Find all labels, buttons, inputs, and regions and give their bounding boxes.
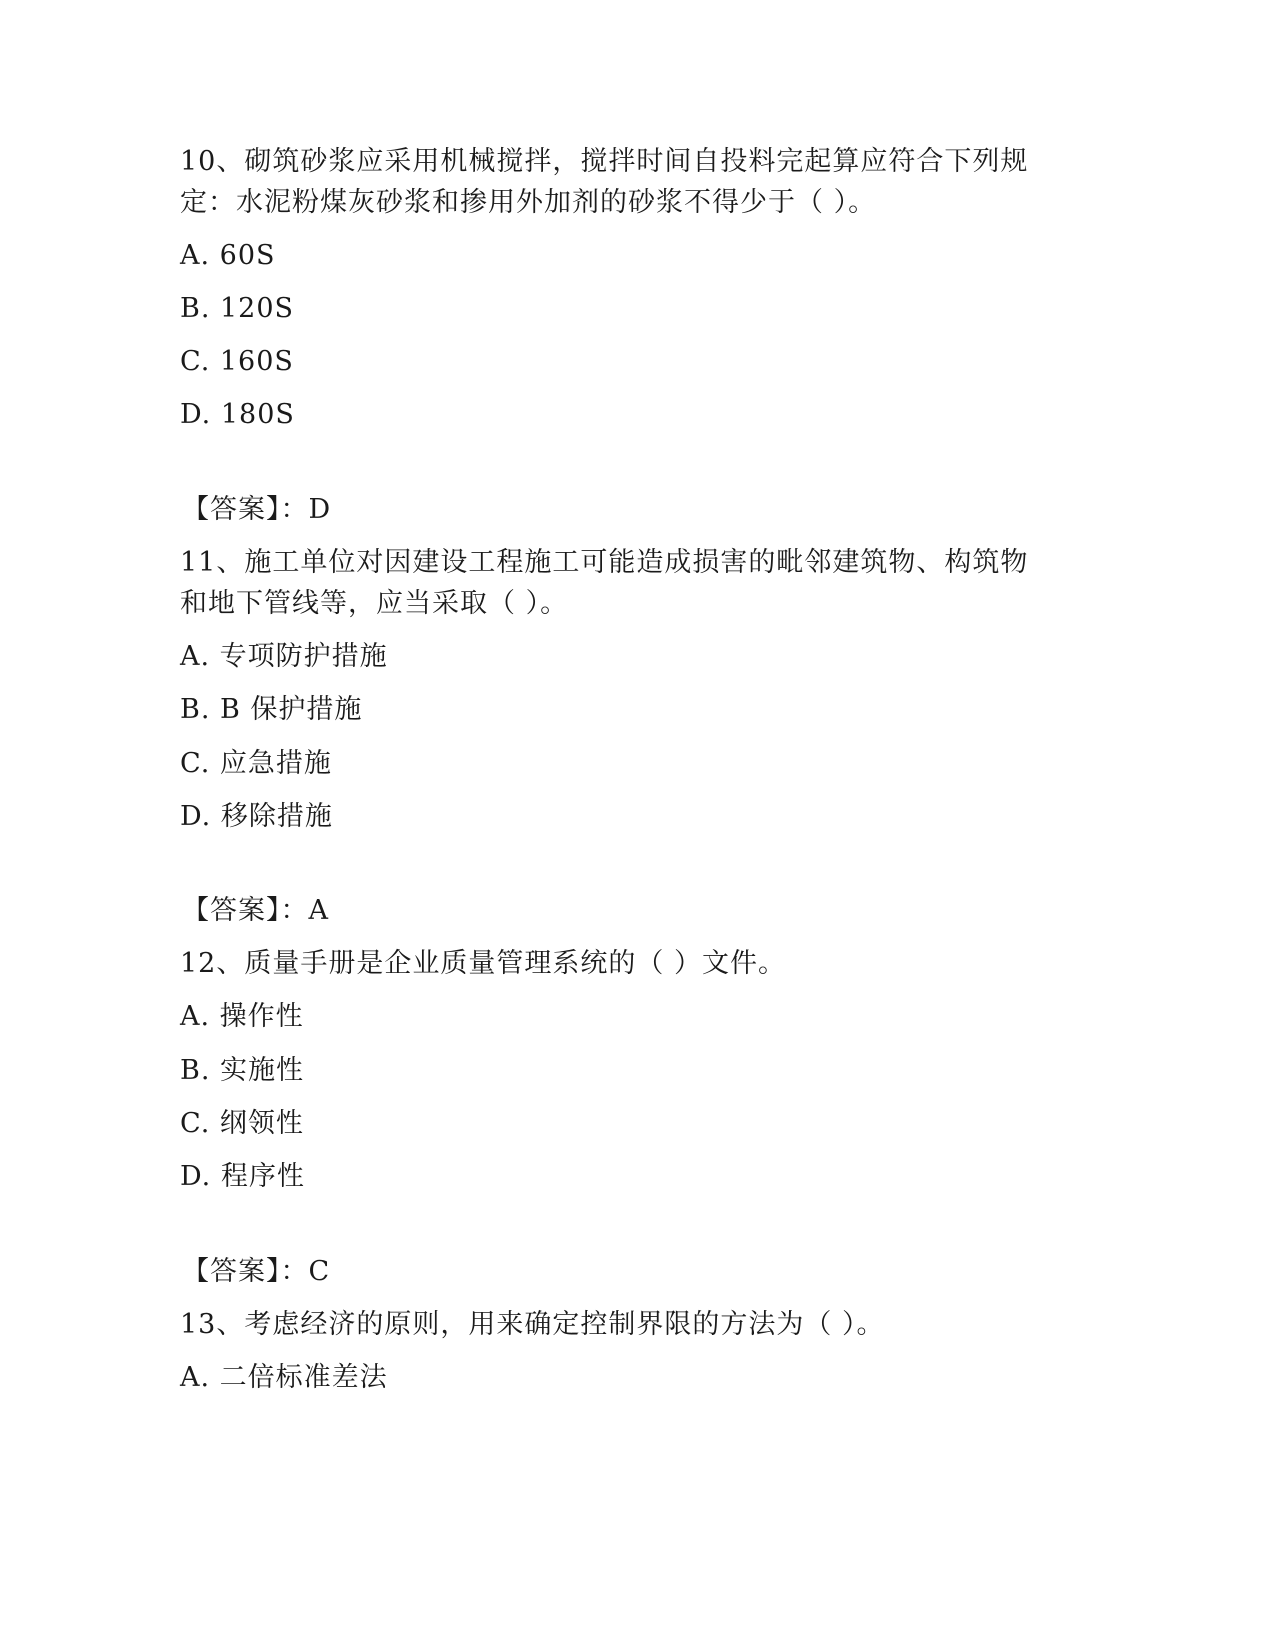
question-11-stem-line-1: 11、施工单位对因建设工程施工可能造成损害的毗邻建筑物、构筑物 xyxy=(180,547,1029,578)
question-11-answer: 【答案】：A xyxy=(182,895,329,926)
question-11-option-a: A. 专项防护措施 xyxy=(180,641,388,672)
question-10-stem-line-2: 定：水泥粉煤灰砂浆和掺用外加剂的砂浆不得少于（ ）。 xyxy=(180,187,877,218)
question-11-stem-line-2: 和地下管线等，应当采取（ ）。 xyxy=(180,588,569,619)
question-10-option-c: C. 160S xyxy=(180,346,294,377)
question-10-option-b: B. 120S xyxy=(180,293,295,324)
question-10-option-a: A. 60S xyxy=(180,240,276,271)
question-12-answer: 【答案】：C xyxy=(182,1256,331,1287)
question-12-option-d: D. 程序性 xyxy=(180,1161,305,1192)
question-12-option-c: C. 纲领性 xyxy=(180,1108,304,1139)
question-12-option-a: A. 操作性 xyxy=(180,1001,304,1032)
question-10-answer: 【答案】：D xyxy=(182,494,332,525)
question-11-option-b: B. B 保护措施 xyxy=(180,694,363,725)
question-12-stem-line-1: 12、质量手册是企业质量管理系统的（ ）文件。 xyxy=(180,948,786,979)
question-11-option-d: D. 移除措施 xyxy=(180,801,333,832)
question-11-option-c: C. 应急措施 xyxy=(180,748,332,779)
question-10-option-d: D. 180S xyxy=(180,399,295,430)
question-10-stem-line-1: 10、砌筑砂浆应采用机械搅拌，搅拌时间自投料完起算应符合下列规 xyxy=(180,146,1029,177)
question-12-option-b: B. 实施性 xyxy=(180,1055,305,1086)
question-13-option-a: A. 二倍标准差法 xyxy=(180,1362,388,1393)
question-13-stem-line-1: 13、考虑经济的原则，用来确定控制界限的方法为（ ）。 xyxy=(180,1309,885,1340)
